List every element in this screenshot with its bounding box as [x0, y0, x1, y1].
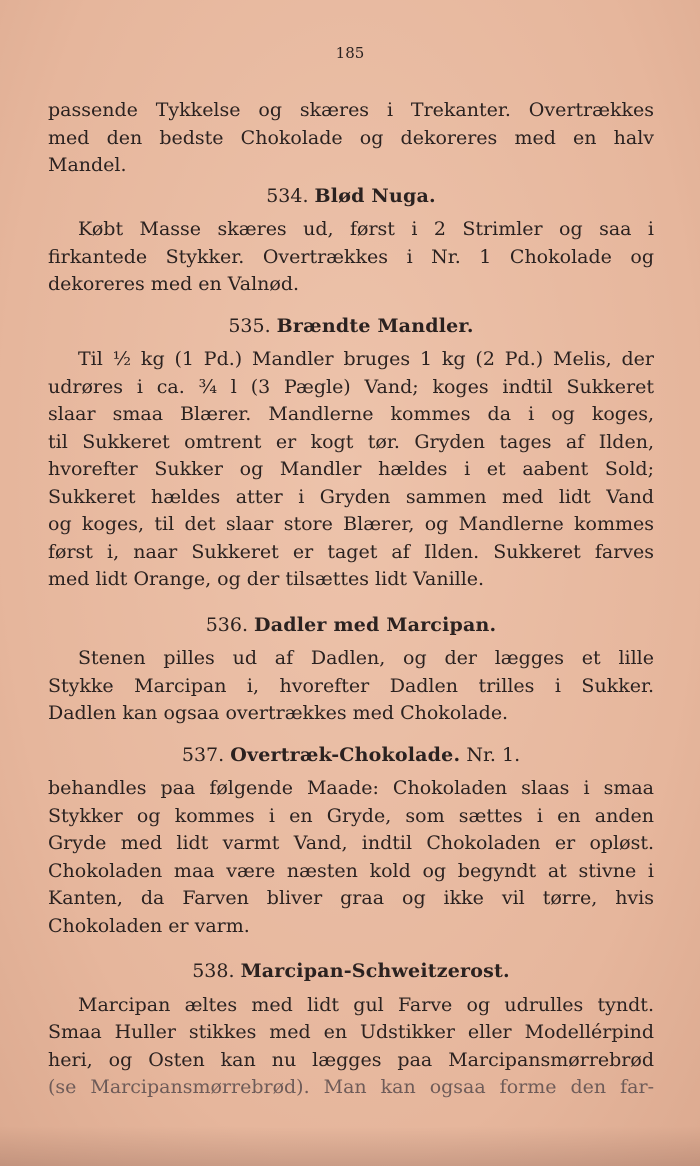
recipe-line: slaar smaa Blærer. Mandlerne kommes da i og koges, — [48, 403, 654, 425]
page-body — [48, 97, 654, 1102]
recipe-line: dekoreres med en Valnød. — [48, 273, 300, 295]
recipe-line: Købt Masse skæres ud, først i 2 Strimler og saa i — [78, 218, 654, 240]
recipe-heading-536 — [48, 612, 654, 640]
recipe-line: Chokoladen er varm. — [48, 914, 250, 937]
recipe-line: heri, og Osten kan nu lægges paa Marcipansmørrebrød — [48, 1048, 654, 1071]
recipe-title: Dadler med Marcipan. — [254, 613, 497, 636]
recipe-number: 537. — [181, 743, 225, 766]
recipe-line: Stenen pilles ud af Dadlen, og der lægges et lille — [78, 647, 654, 669]
recipe-line: Gryde med lidt varmt Vand, indtil Chokoladen er opløst. — [48, 832, 654, 854]
recipe-number: 538. — [192, 960, 235, 982]
recipe-title: Overtræk-Chokolade. — [230, 743, 461, 766]
intro-line: passende Tykkelse og skæres i Trekanter. Overtrækkes — [48, 99, 654, 121]
recipe-line: Sukkeret hældes atter i Gryden sammen med lidt Vand — [48, 485, 654, 508]
recipe-line: hvorefter Sukker og Mandler hældes i et aabent Sold; — [48, 458, 654, 480]
recipe-line: (se Marcipansmørrebrød). Man kan ogsaa forme den far- — [48, 1076, 654, 1098]
recipe-heading-537 — [48, 742, 654, 770]
recipe-number: 535. — [228, 314, 271, 337]
recipe-line: først i, naar Sukkeret er taget af Ilden. Sukkeret farves — [48, 540, 654, 563]
recipe-heading-534 — [48, 183, 654, 211]
page-bottom-shadow — [0, 1126, 700, 1166]
recipe-title: Marcipan-Schweitzerost. — [240, 960, 510, 982]
recipe-heading-535 — [48, 313, 654, 341]
intro-line: med den bedste Chokolade og dekoreres med en halv — [48, 126, 654, 149]
recipe-line: Til ½ kg (1 Pd.) Mandler bruges 1 kg (2 Pd.) Melis, der — [78, 348, 654, 370]
recipe-line: udrøres i ca. ¾ l (3 Pægle) Vand; koges indtil Sukkeret — [48, 375, 654, 398]
recipe-number: 536. — [205, 613, 248, 636]
intro-line: Mandel. — [48, 154, 127, 176]
recipe-line: behandles paa følgende Maade: Chokoladen slaas i smaa — [48, 777, 654, 799]
recipe-title: Brændte Mandler. — [276, 314, 474, 337]
recipe-line: Stykker og kommes i en Gryde, som sættes i en anden — [48, 804, 654, 827]
recipe-heading-538 — [48, 958, 654, 986]
recipe-line: til Sukkeret omtrent er kogt tør. Gryden tages af Ilden, — [48, 430, 654, 453]
recipe-title: Blød Nuga. — [314, 184, 436, 207]
recipe-line: Marcipan æltes med lidt gul Farve og udrulles tyndt. — [78, 993, 654, 1016]
recipe-line: Kanten, da Farven bliver graa og ikke vil tørre, hvis — [48, 887, 654, 909]
recipe-number: 534. — [266, 184, 309, 207]
page-number: 185 — [335, 44, 365, 62]
recipe-line: med lidt Orange, og der tilsættes lidt Vanille. — [48, 568, 485, 590]
recipe-line: Chokoladen maa være næsten kold og begyndt at stivne i — [48, 859, 654, 882]
recipe-line: Dadlen kan ogsaa overtrækkes med Chokolade. — [48, 702, 509, 724]
recipe-line: Smaa Huller stikkes med en Udstikker eller Modellérpind — [48, 1021, 654, 1043]
recipe-line: firkantede Stykker. Overtrækkes i Nr. 1 Chokolade og — [48, 245, 654, 268]
recipe-line: Stykke Marcipan i, hvorefter Dadlen trilles i Sukker. — [48, 674, 654, 697]
recipe-line: og koges, til det slaar store Blærer, og Mandlerne kommes — [48, 513, 654, 535]
recipe-suffix: Nr. 1. — [466, 743, 521, 766]
